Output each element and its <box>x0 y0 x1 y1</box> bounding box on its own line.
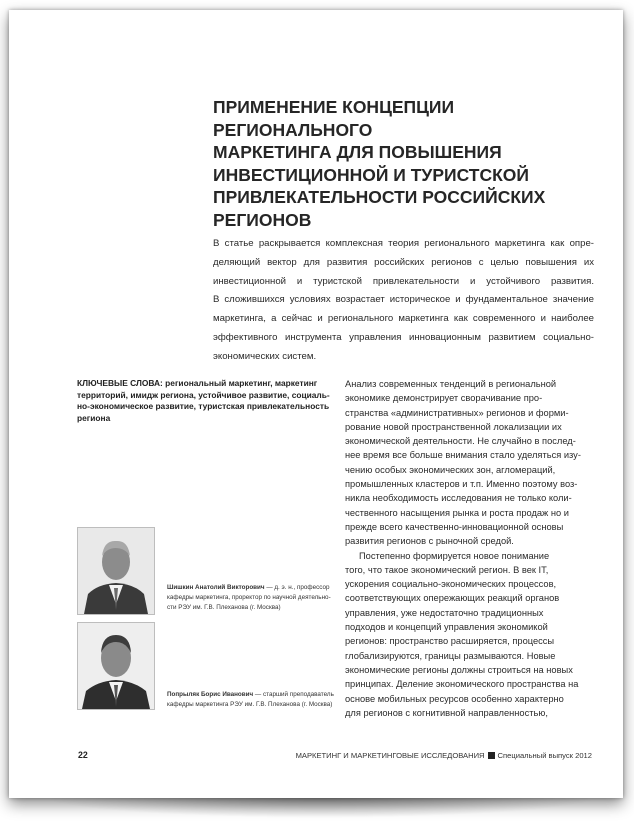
body-line: странства «административных» регионов и форми- <box>345 407 569 418</box>
body-line: экономике демонстрирует сворачивание про- <box>345 393 543 404</box>
body-line: прежде всего качественно-инновационной основы <box>345 521 564 532</box>
article-abstract <box>213 235 594 367</box>
author-bio-line: кафедры маркетинга РЭУ им. Г.В. Плеханова (г. Москва) <box>167 701 333 709</box>
keywords-line: региона <box>77 412 111 423</box>
body-line: Постепенно формируется новое понимание <box>359 550 550 561</box>
article-title <box>213 96 608 231</box>
abstract-line: инвестиционной и туристской привлекательности и устойчивого развития. <box>213 275 594 287</box>
abstract-line: деляющий вектор для развития российских регионов с целью повышения их <box>213 256 594 268</box>
author-role: — старший преподаватель <box>253 691 334 698</box>
issue-label: Специальный выпуск 2012 <box>497 751 592 760</box>
body-line: принципах. Деление экономического пространства на <box>345 679 579 690</box>
body-line: экономические регионы должны строиться на новых <box>345 664 573 675</box>
body-line: никла необходимость исследования не только коли- <box>345 493 572 504</box>
body-line: нее время все больше внимания стало уделяться изу- <box>345 450 581 461</box>
title-line: ИНВЕСТИЦИОННОЙ И ТУРИСТСКОЙ <box>213 164 529 185</box>
body-line: регионов: пространство расширяется, процессы <box>345 636 555 647</box>
title-line: МАРКЕТИНГА ДЛЯ ПОВЫШЕНИЯ <box>213 142 502 162</box>
author-photo <box>77 622 155 710</box>
title-line: ПРИМЕНЕНИЕ КОНЦЕПЦИИ РЕГИОНАЛЬНОГО <box>213 97 455 140</box>
portrait-icon <box>78 623 154 709</box>
portrait-icon <box>78 528 154 614</box>
page-shadow <box>40 796 600 818</box>
abstract-line: экономических систем. <box>213 350 317 362</box>
author-role: — д. э. н., профессор <box>264 584 330 591</box>
square-bullet-icon <box>488 752 495 759</box>
author-bio-line: сти РЭУ им. Г.В. Плеханова (г. Москва) <box>167 604 281 612</box>
abstract-line: В сложившихся условиях возрастает историческое и фундаментальное значение <box>213 294 594 306</box>
body-line: управления, уже недостаточно традиционных <box>345 607 544 618</box>
body-line: развития регионов с рыночной средой. <box>345 536 514 547</box>
author-bio-line: кафедры маркетинга, проректор по научной деятельно- <box>167 594 331 602</box>
body-line: для регионов с когнитивной направленностью, <box>345 707 548 718</box>
body-line: промышленных кластеров и т.п. Именно поэтому воз- <box>345 479 578 490</box>
title-line: РЕГИОНОВ <box>213 209 312 230</box>
body-line: рование новой пространственной локализации их <box>345 421 562 432</box>
running-footer <box>296 751 592 760</box>
journal-name: МАРКЕТИНГ И МАРКЕТИНГОВЫЕ ИССЛЕДОВАНИЯ <box>295 751 485 760</box>
author-photo <box>77 527 155 615</box>
abstract-line: маркетинга, а сейчас и регионального маркетинга как современного и наиболее <box>213 313 594 325</box>
body-line: чественного насыщения рынка и роста продаж но и <box>345 507 569 518</box>
body-line: экономической деятельности. Не случайно в послед- <box>345 436 576 447</box>
body-line: глобализируются, границы размываются. Новые <box>345 650 556 661</box>
body-line: Анализ современных тенденций в региональной <box>345 379 557 389</box>
page-number: 22 <box>78 750 88 760</box>
keywords-line: территорий, имидж региона, устойчивое развитие, социаль- <box>77 389 330 400</box>
body-line: ускорения социально-экономических процессов, <box>345 579 557 590</box>
keywords-line: но-экономическое развитие, туристская привлекательность <box>77 401 330 412</box>
author-bio <box>167 690 342 710</box>
body-line: того, что такое экономический регион. В век IT, <box>345 564 549 575</box>
author-bio-line <box>167 690 342 700</box>
keywords-block <box>77 378 330 424</box>
article-body <box>345 377 593 720</box>
abstract-line: В статье раскрывается комплексная теория регионального маркетинга как опре- <box>213 238 594 249</box>
title-line: ПРИВЛЕКАТЕЛЬНОСТИ РОССИЙСКИХ <box>213 187 546 207</box>
body-line: подходов и концепций управления экономикой <box>345 622 548 633</box>
body-line: чению особых экономических зон, агломераций, <box>345 464 556 475</box>
keywords-line: КЛЮЧЕВЫЕ СЛОВА: региональный маркетинг, маркетинг <box>77 378 318 388</box>
author-bio-line <box>167 583 342 593</box>
author-name: Шишкин Анатолий Викторович <box>167 584 265 591</box>
author-bio <box>167 583 342 614</box>
body-line: соответствующих опережающих реакций органов <box>345 593 560 604</box>
author-name: Попрыляк Борис Иванович <box>167 691 254 698</box>
abstract-line: эффективного инструмента управления инновационным развитием социально- <box>213 331 594 343</box>
body-line: основе мобильных ресурсов особенно характерно <box>345 693 564 704</box>
